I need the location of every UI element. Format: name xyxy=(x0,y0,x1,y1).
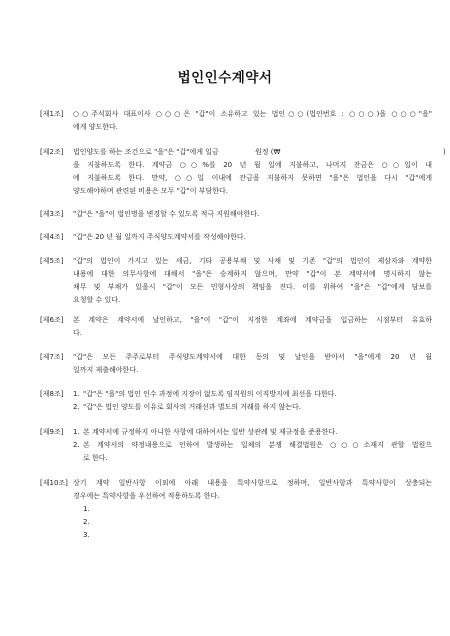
article-label: [제5조] xyxy=(40,257,64,265)
article-text-line: 요청할 수 있다. xyxy=(73,296,121,304)
list-item-number: 2. xyxy=(73,441,80,449)
article-text-line: 경우에는 특약사항을 우선하여 적용하도록 한다. xyxy=(73,492,220,500)
list-item xyxy=(73,388,432,401)
list-item-text: "갑"은 법인 양도를 이유로 회사의 거래선과 별도의 거래를 하지 않는다. xyxy=(83,403,302,411)
article-label: [제3조] xyxy=(40,210,64,218)
article-text-line: "갑"은 모든 주주로부터 주식양도계약서에 대한 동의 및 날인을 받아서 "을"에게 20 년 월 xyxy=(73,353,432,361)
article-text-line: ○○주식회사 대표이사 ○○○은 "갑"이 소유하고 있는 법인○○(법인번호 : ○○○)을 ○○○"을" xyxy=(73,110,432,118)
amount-close-paren: ) xyxy=(443,148,446,156)
article-text-line xyxy=(73,146,446,159)
article-7 xyxy=(40,351,432,377)
article-4 xyxy=(40,231,432,244)
amount-prefix-text: 법인양도를 하는 조건으로 "을"은 "갑"에게 일금 xyxy=(73,148,219,156)
article-text-line: "갑"은 20 년 월 일까지 주식양도계약서를 작성해야한다. xyxy=(73,233,246,241)
article-text-line: 에 지불하도록 한다. 만약, ○○일 이내에 잔금을 지불하지 못하면 "을"은 법인을 다시 "갑"에게 xyxy=(73,174,432,182)
article-label: [제7조] xyxy=(40,353,64,361)
article-label: [제1조] xyxy=(40,110,64,118)
article-3 xyxy=(40,208,432,221)
article-text-line: 일까지 제출해야한다. xyxy=(73,366,139,374)
amount-suffix-text: 원정 (₩ xyxy=(255,148,281,156)
list-item-number: 2. xyxy=(83,518,90,526)
list-item xyxy=(73,401,432,414)
article-text-line: 채무 및 부채가 있을시 "갑"이 모든 민형사상의 책임을 진다. 이를 위하여 "을"은 "갑"에게 담보를 xyxy=(73,283,432,291)
article-label: [제4조] xyxy=(40,233,64,241)
list-item-number: 1. xyxy=(73,428,80,436)
article-text-line: "갑"은 "을"이 법인명을 변경할 수 있도록 적극 지원해야한다. xyxy=(73,210,260,218)
article-6 xyxy=(40,314,432,340)
blank-list-item xyxy=(73,529,432,542)
list-item-number: 1. xyxy=(83,505,90,513)
article-label: [제9조] xyxy=(40,428,64,436)
article-2 xyxy=(40,146,446,198)
article-9 xyxy=(40,426,432,465)
article-text-line: 다. xyxy=(73,329,82,337)
list-item-number: 3. xyxy=(83,531,90,539)
article-label: [제2조] xyxy=(40,148,64,156)
list-item-number: 1. xyxy=(73,390,80,398)
list-item-number: 2. xyxy=(73,403,80,411)
list-item-text: 본 계약서의 약정내용으로 인하여 발생하는 일체의 분쟁 해결법원은 ○○○소재지 관할 법원으 xyxy=(83,441,432,449)
list-item xyxy=(73,439,432,452)
article-text-line: 상기 계약 일반사항 이외에 아래 내용을 특약사항으로 정하며, 일반사항과 특약사항이 상충되는 xyxy=(73,479,432,487)
list-item-text: 본 계약서에 규정하지 아니한 사항에 대하여서는 일반 상관례 및 제규정을 준용한다. xyxy=(83,428,338,436)
article-label: [제6조] xyxy=(40,316,64,324)
document-title: 법인인수계약서 xyxy=(177,70,273,86)
special-terms-list xyxy=(73,503,432,542)
list-item-text: "갑"은 "을"의 법인 인수 과정에 지장이 없도록 임직원의 이직방지에 최선을 다한다. xyxy=(83,390,337,398)
article-text-line: 내용에 대한 의무사항에 대해서 "을"은 승계하지 않으며, 만약 "갑"이 본 계약서에 명시하지 않는 xyxy=(73,270,432,278)
article-text-line: 양도해야하며 관련된 비용은 모두 "갑"이 부담한다. xyxy=(73,187,229,195)
article-text-line: 을 지불하도록 한다. 계약금 ○○%를 20 년 월 일에 지불하고, 나머지 잔금은 ○○일이 내 xyxy=(73,161,432,169)
blank-list-item xyxy=(73,516,432,529)
blank-list-item xyxy=(73,503,432,516)
article-text-line: 본 계약은 계약서에 날인하고, "을"이 "갑"이 지정한 계좌에 계약금을 입금하는 시점부터 유효하 xyxy=(73,316,432,324)
article-label: [제8조] xyxy=(40,390,64,398)
list-item xyxy=(73,426,432,439)
list-item-text-continuation: 로 한다. xyxy=(83,454,108,462)
article-8 xyxy=(40,388,432,414)
article-5 xyxy=(40,255,432,307)
article-text-line: "갑"의 법인이 가지고 있는 세금, 기타 공용부채 및 사채 및 기존 "갑"의 법인이 제삼자와 계약한 xyxy=(73,257,432,265)
article-label: [제10조] xyxy=(40,479,68,487)
article-10 xyxy=(40,477,432,542)
article-1 xyxy=(40,108,432,134)
article-text-line: 에게 양도한다. xyxy=(73,123,119,131)
